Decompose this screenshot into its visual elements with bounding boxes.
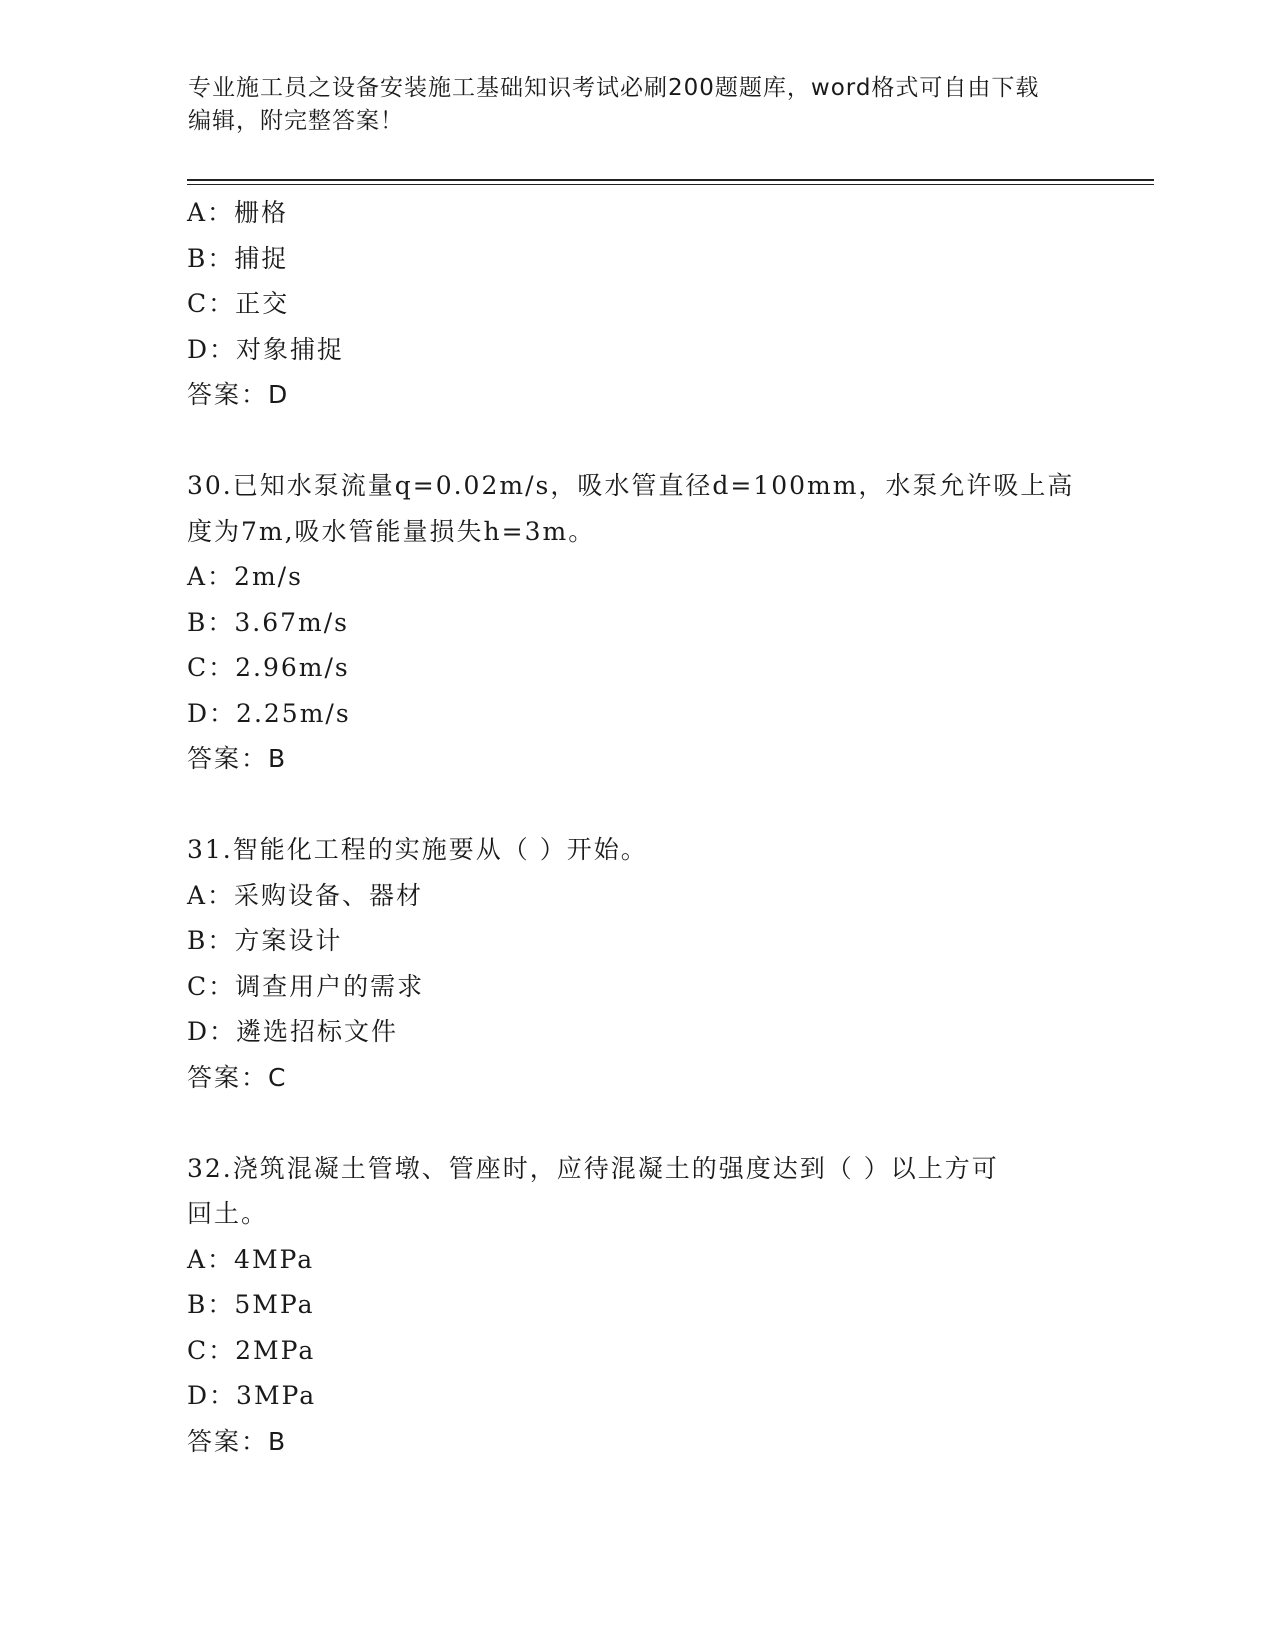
option-d: D：3MPa bbox=[187, 1381, 317, 1410]
header-line-2: 编辑，附完整答案！ bbox=[188, 108, 404, 134]
option-a: A：4MPa bbox=[187, 1244, 315, 1274]
option-c: C：2.96m/s bbox=[187, 653, 350, 682]
header-rule-thin bbox=[187, 184, 1154, 185]
question-text-line: 31.智能化工程的实施要从（ ）开始。 bbox=[187, 835, 648, 864]
question-block bbox=[187, 1146, 1087, 1465]
option-b: B：3.67m/s bbox=[187, 607, 349, 637]
question-text-line: 32.浇筑混凝土管墩、管座时，应待混凝土的强度达到（ ）以上方可 bbox=[187, 1153, 999, 1183]
option-a: A：2m/s bbox=[187, 562, 303, 591]
page-header bbox=[188, 72, 1088, 138]
option-a: A：采购设备、器材 bbox=[187, 880, 424, 910]
answer: 答案：B bbox=[187, 1426, 288, 1456]
question-block bbox=[187, 463, 1087, 782]
answer: 答案：B bbox=[187, 744, 288, 773]
question-text-line: 回土。 bbox=[187, 1199, 269, 1228]
block-spacer bbox=[187, 782, 1087, 828]
answer: 答案：C bbox=[187, 1062, 288, 1092]
option-c: C：2MPa bbox=[187, 1335, 316, 1365]
block-spacer bbox=[187, 418, 1087, 464]
option-d: D：2.25m/s bbox=[187, 698, 351, 728]
option-c: C：调查用户的需求 bbox=[187, 971, 425, 1001]
option-d: D：对象捕捉 bbox=[187, 334, 345, 364]
answer: 答案：D bbox=[187, 380, 290, 409]
header-rule-thick bbox=[187, 179, 1154, 181]
block-spacer bbox=[187, 1100, 1087, 1146]
question-block bbox=[187, 827, 1087, 1100]
question-content bbox=[187, 190, 1087, 1464]
option-d: D：遴选招标文件 bbox=[187, 1017, 399, 1046]
header-line-1: 专业施工员之设备安装施工基础知识考试必刷200题题库，word格式可自由下载 bbox=[188, 75, 1040, 101]
question-text-line: 度为7m,吸水管能量损失h=3m。 bbox=[187, 516, 596, 546]
option-c: C：正交 bbox=[187, 289, 290, 318]
question-block bbox=[187, 190, 1087, 418]
option-a: A：栅格 bbox=[187, 198, 289, 227]
option-b: B：5MPa bbox=[187, 1290, 315, 1319]
question-text-line: 30.已知水泵流量q=0.02m/s，吸水管直径d=100mm，水泵允许吸上高 bbox=[187, 471, 1075, 500]
option-b: B：方案设计 bbox=[187, 926, 343, 955]
option-b: B：捕捉 bbox=[187, 243, 289, 273]
